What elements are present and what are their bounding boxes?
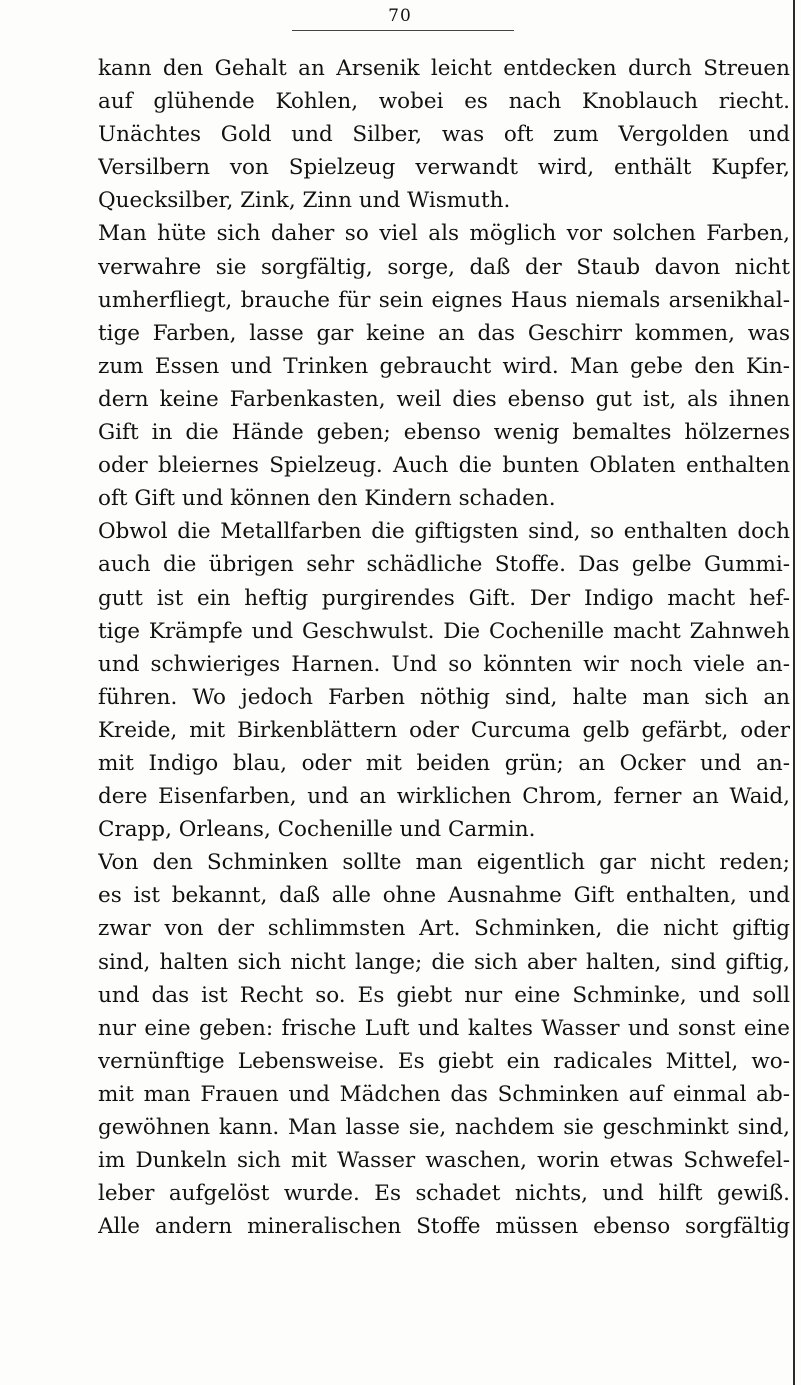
- text-line: im Dunkeln sich mit Wasser waschen, worin etwas Schwefel-: [98, 1148, 790, 1174]
- page-number: 70: [388, 6, 412, 26]
- text-line: tige Krämpfe und Geschwulst. Die Cochenille macht Zahnweh: [98, 618, 790, 644]
- text-line: oft Gift und können den Kindern schaden.: [98, 486, 556, 512]
- text-line: mit man Frauen und Mädchen das Schminken auf einmal ab-: [98, 1081, 790, 1107]
- text-line: auf glühende Kohlen, wobei es nach Knoblauch riecht.: [98, 89, 790, 115]
- text-line: Kreide, mit Birkenblättern oder Curcuma gelb gefärbt, oder: [98, 717, 790, 743]
- text-line: Von den Schminken sollte man eigentlich gar nicht reden;: [98, 850, 790, 876]
- text-line: verwahre sie sorgfältig, sorge, daß der Staub davon nicht: [98, 254, 790, 280]
- text-line: Man hüte sich daher so viel als möglich vor solchen Farben,: [98, 221, 790, 247]
- text-line: zwar von der schlimmsten Art. Schminken, die nicht giftig: [98, 916, 790, 942]
- text-line: Crapp, Orleans, Cochenille und Carmin.: [98, 817, 536, 843]
- text-line: oder bleiernes Spielzeug. Auch die bunten Oblaten enthalten: [98, 453, 790, 479]
- header-rule: [292, 30, 514, 31]
- text-line: sind, halten sich nicht lange; die sich aber halten, sind giftig,: [98, 949, 790, 975]
- text-line: und das ist Recht so. Es giebt nur eine Schminke, und soll: [98, 982, 790, 1008]
- page-edge-rule: [793, 0, 795, 1385]
- text-line: Alle andern mineralischen Stoffe müssen ebenso sorgfältig: [98, 1214, 790, 1240]
- text-line: gewöhnen kann. Man lasse sie, nachdem sie geschminkt sind,: [98, 1115, 790, 1140]
- text-line: umherfliegt, brauche für sein eignes Haus niemals arsenikhal-: [98, 287, 790, 313]
- text-line: leber aufgelöst wurde. Es schadet nichts, und hilft gewiß.: [98, 1181, 790, 1207]
- text-line: Unächtes Gold und Silber, was oft zum Vergolden und: [98, 122, 790, 148]
- text-line: Versilbern von Spielzeug verwandt wird, enthält Kupfer,: [98, 155, 790, 181]
- text-line: Gift in die Hände geben; ebenso wenig bemaltes hölzernes: [98, 420, 790, 446]
- text-line: zum Essen und Trinken gebraucht wird. Man gebe den Kin-: [98, 353, 790, 379]
- text-line: mit Indigo blau, oder mit beiden grün; an Ocker und an-: [98, 750, 790, 776]
- body-text: [98, 52, 790, 1243]
- text-line: kann den Gehalt an Arsenik leicht entdecken durch Streuen: [98, 56, 790, 81]
- text-line: dern keine Farbenkasten, weil dies ebenso gut ist, als ihnen: [98, 386, 790, 412]
- text-line: es ist bekannt, daß alle ohne Ausnahme Gift enthalten, und: [98, 883, 790, 909]
- text-line: führen. Wo jedoch Farben nöthig sind, halte man sich an: [98, 684, 790, 710]
- text-line: Quecksilber, Zink, Zinn und Wismuth.: [98, 188, 511, 214]
- text-line: dere Eisenfarben, und an wirklichen Chrom, ferner an Waid,: [98, 784, 790, 810]
- text-line: tige Farben, lasse gar keine an das Geschirr kommen, was: [98, 320, 790, 346]
- text-line: auch die übrigen sehr schädliche Stoffe. Das gelbe Gummi-: [98, 552, 790, 578]
- text-line: nur eine geben: frische Luft und kaltes Wasser und sonst eine: [98, 1015, 790, 1041]
- text-line: gutt ist ein heftig purgirendes Gift. Der Indigo macht hef-: [98, 585, 790, 611]
- text-line: vernünftige Lebensweise. Es giebt ein radicales Mittel, wo-: [98, 1048, 790, 1074]
- text-line: Obwol die Metallfarben die giftigsten sind, so enthalten doch: [98, 519, 790, 545]
- text-line: und schwieriges Harnen. Und so könnten wir noch viele an-: [98, 651, 790, 677]
